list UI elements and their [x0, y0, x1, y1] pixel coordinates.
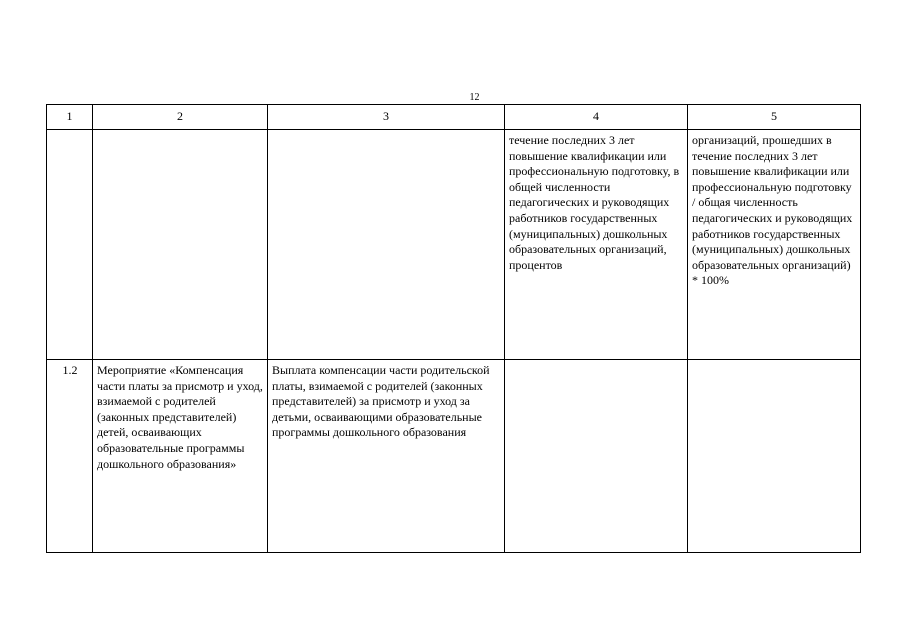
- activity-cell: [93, 130, 268, 360]
- header-cell-3: 3: [268, 105, 505, 130]
- indicator-cell: течение последних 3 лет повышение квалификации или профессиональную подготовку, в общей численности педагогических и руководящих работников государственных (муниципальных) дошкольных образовательных организаций, процентов: [505, 130, 688, 360]
- header-cell-2: 2: [93, 105, 268, 130]
- row-number-cell: [47, 130, 93, 360]
- page-number: 12: [469, 92, 480, 103]
- table-header-row: [47, 105, 861, 130]
- description-cell: [268, 130, 505, 360]
- header-cell-5: 5: [688, 105, 861, 130]
- activity-cell: Мероприятие «Компенсация части платы за присмотр и уход, взимаемой с родителей (законных представителей) детей, осваивающих образовательные программы дошкольного образования»: [93, 360, 268, 553]
- indicator-cell: [505, 360, 688, 553]
- table-row: [47, 360, 861, 553]
- description-cell: Выплата компенсации части родительской платы, взимаемой с родителей (законных представителей) за присмотр и уход за детьми, осваивающими образовательные программы дошкольного образования: [268, 360, 505, 553]
- table-row: [47, 130, 861, 360]
- formula-cell: [688, 360, 861, 553]
- header-cell-4: 4: [505, 105, 688, 130]
- row-number-cell: 1.2: [47, 360, 93, 553]
- header-cell-1: 1: [47, 105, 93, 130]
- document-table: [46, 104, 861, 553]
- formula-cell: организаций, прошедших в течение последних 3 лет повышение квалификации или профессиональную подготовку / общая численность педагогических и руководящих работников государственных (муниципальных) дошкольных образовательных организаций) * 100%: [688, 130, 861, 360]
